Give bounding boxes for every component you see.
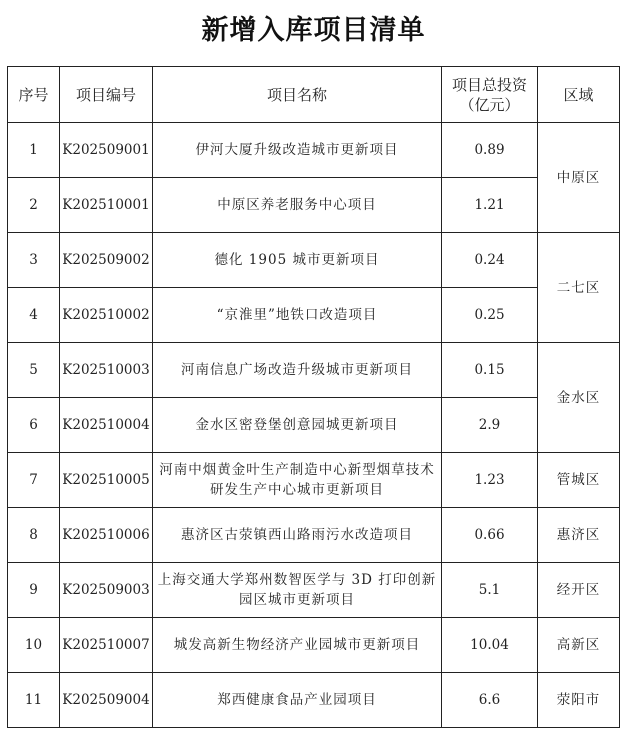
cell-seq: 2 — [8, 178, 60, 233]
header-region: 区域 — [538, 67, 620, 123]
table-row — [8, 398, 620, 453]
cell-code: K202510005 — [60, 453, 153, 508]
cell-name: 上海交通大学郑州数智医学与 3D 打印创新园区城市更新项目 — [153, 563, 442, 618]
cell-code: K202509001 — [60, 123, 153, 178]
cell-seq: 3 — [8, 233, 60, 288]
cell-investment: 5.1 — [442, 563, 538, 618]
cell-region: 惠济区 — [538, 508, 620, 563]
cell-region: 经开区 — [538, 563, 620, 618]
cell-seq: 10 — [8, 618, 60, 673]
cell-code: K202510001 — [60, 178, 153, 233]
table-row — [8, 563, 620, 618]
cell-name: 金水区密登堡创意园城更新项目 — [153, 398, 442, 453]
table-row — [8, 123, 620, 178]
cell-name: “京淮里”地铁口改造项目 — [153, 288, 442, 343]
cell-investment: 0.24 — [442, 233, 538, 288]
header-code: 项目编号 — [60, 67, 153, 123]
cell-code: K202509003 — [60, 563, 153, 618]
cell-region: 管城区 — [538, 453, 620, 508]
cell-name: 惠济区古荥镇西山路雨污水改造项目 — [153, 508, 442, 563]
page-title: 新增入库项目清单 — [201, 15, 426, 46]
cell-region: 二七区 — [538, 233, 620, 343]
cell-name: 伊河大厦升级改造城市更新项目 — [153, 123, 442, 178]
cell-investment: 1.21 — [442, 178, 538, 233]
cell-code: K202510004 — [60, 398, 153, 453]
cell-region: 荥阳市 — [538, 673, 620, 728]
table-row — [8, 508, 620, 563]
cell-name: 河南信息广场改造升级城市更新项目 — [153, 343, 442, 398]
cell-code: K202510007 — [60, 618, 153, 673]
cell-seq: 4 — [8, 288, 60, 343]
cell-code: K202510002 — [60, 288, 153, 343]
cell-name: 城发高新生物经济产业园城市更新项目 — [153, 618, 442, 673]
cell-seq: 7 — [8, 453, 60, 508]
cell-code: K202509002 — [60, 233, 153, 288]
table-row — [8, 178, 620, 233]
table-row — [8, 288, 620, 343]
table-row — [8, 453, 620, 508]
table-row — [8, 618, 620, 673]
cell-investment: 1.23 — [442, 453, 538, 508]
cell-seq: 11 — [8, 673, 60, 728]
cell-region: 中原区 — [538, 123, 620, 233]
cell-name: 德化 1905 城市更新项目 — [153, 233, 442, 288]
header-investment: 项目总投资（亿元） — [442, 67, 538, 123]
cell-code: K202510003 — [60, 343, 153, 398]
cell-seq: 5 — [8, 343, 60, 398]
cell-region: 高新区 — [538, 618, 620, 673]
cell-name: 郑西健康食品产业园项目 — [153, 673, 442, 728]
table-row — [8, 343, 620, 398]
cell-investment: 2.9 — [442, 398, 538, 453]
cell-seq: 8 — [8, 508, 60, 563]
cell-seq: 9 — [8, 563, 60, 618]
table-header-row — [8, 67, 620, 123]
cell-seq: 1 — [8, 123, 60, 178]
cell-investment: 0.25 — [442, 288, 538, 343]
header-name: 项目名称 — [153, 67, 442, 123]
cell-code: K202509004 — [60, 673, 153, 728]
cell-investment: 10.04 — [442, 618, 538, 673]
cell-region: 金水区 — [538, 343, 620, 453]
cell-code: K202510006 — [60, 508, 153, 563]
header-seq: 序号 — [8, 67, 60, 123]
table-row — [8, 673, 620, 728]
cell-name: 中原区养老服务中心项目 — [153, 178, 442, 233]
project-table — [7, 66, 620, 728]
cell-investment: 0.89 — [442, 123, 538, 178]
cell-investment: 6.6 — [442, 673, 538, 728]
cell-seq: 6 — [8, 398, 60, 453]
cell-name: 河南中烟黄金叶生产制造中心新型烟草技术研发生产中心城市更新项目 — [153, 453, 442, 508]
cell-investment: 0.15 — [442, 343, 538, 398]
table-row — [8, 233, 620, 288]
cell-investment: 0.66 — [442, 508, 538, 563]
